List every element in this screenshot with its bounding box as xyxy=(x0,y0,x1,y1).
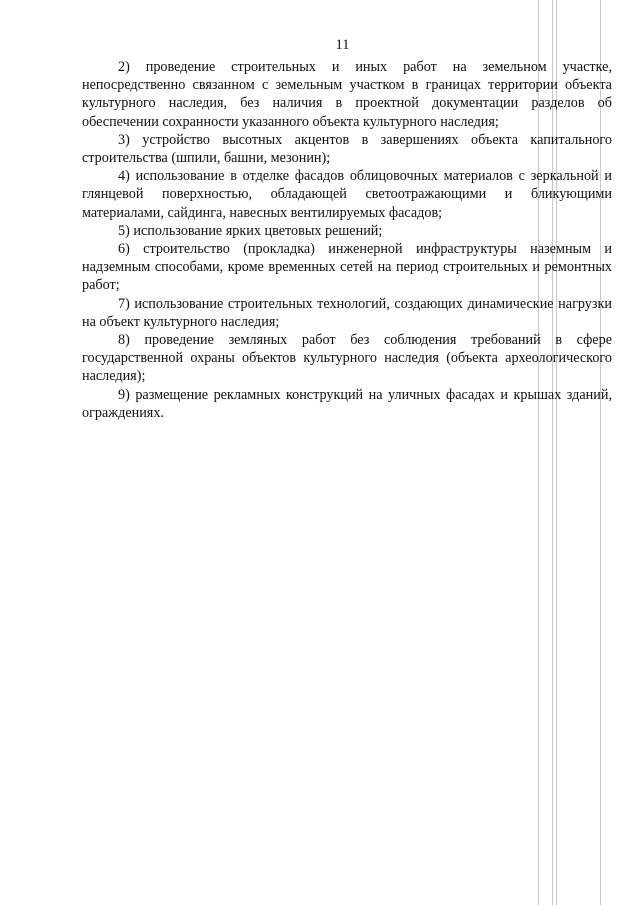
list-item: 5) использование ярких цветовых решений; xyxy=(118,222,383,239)
list-item: 9) размещение рекламных конструкций на уличных фасадах и крышах зданий, ограждениях. xyxy=(82,386,612,421)
list-item: 7) использование строительных технологий, создающих динамические нагрузки на объект культурного наследия; xyxy=(82,295,612,330)
list-item: 2) проведение строительных и иных работ на земельном участке, непосредственно связанном с земельным участком в границах территории объекта культурного наследия, без наличия в проектной документации разделов об обеспечении сохранности указанного объекта культурного наследия; xyxy=(82,59,612,130)
page-number: 11 xyxy=(335,37,350,53)
document-body xyxy=(82,58,612,422)
list-item: 4) использование в отделке фасадов облицовочных материалов с зеркальной и глянцевой поверхностью, обладающей светоотражающими и бликующими материалами, сайдинга, навесных вентилируемых фасадов; xyxy=(82,168,612,221)
list-item: 8) проведение земляных работ без соблюдения требований в сфере государственной охраны объектов культурного наследия (объекта археологического наследия); xyxy=(82,332,612,385)
list-item: 6) строительство (прокладка) инженерной инфраструктуры наземным и надземным способами, кроме временных сетей на период строительных и ремонтных работ; xyxy=(82,241,612,294)
list-item: 3) устройство высотных акцентов в завершениях объекта капитального строительства (шпили, башни, мезонин); xyxy=(82,131,612,167)
